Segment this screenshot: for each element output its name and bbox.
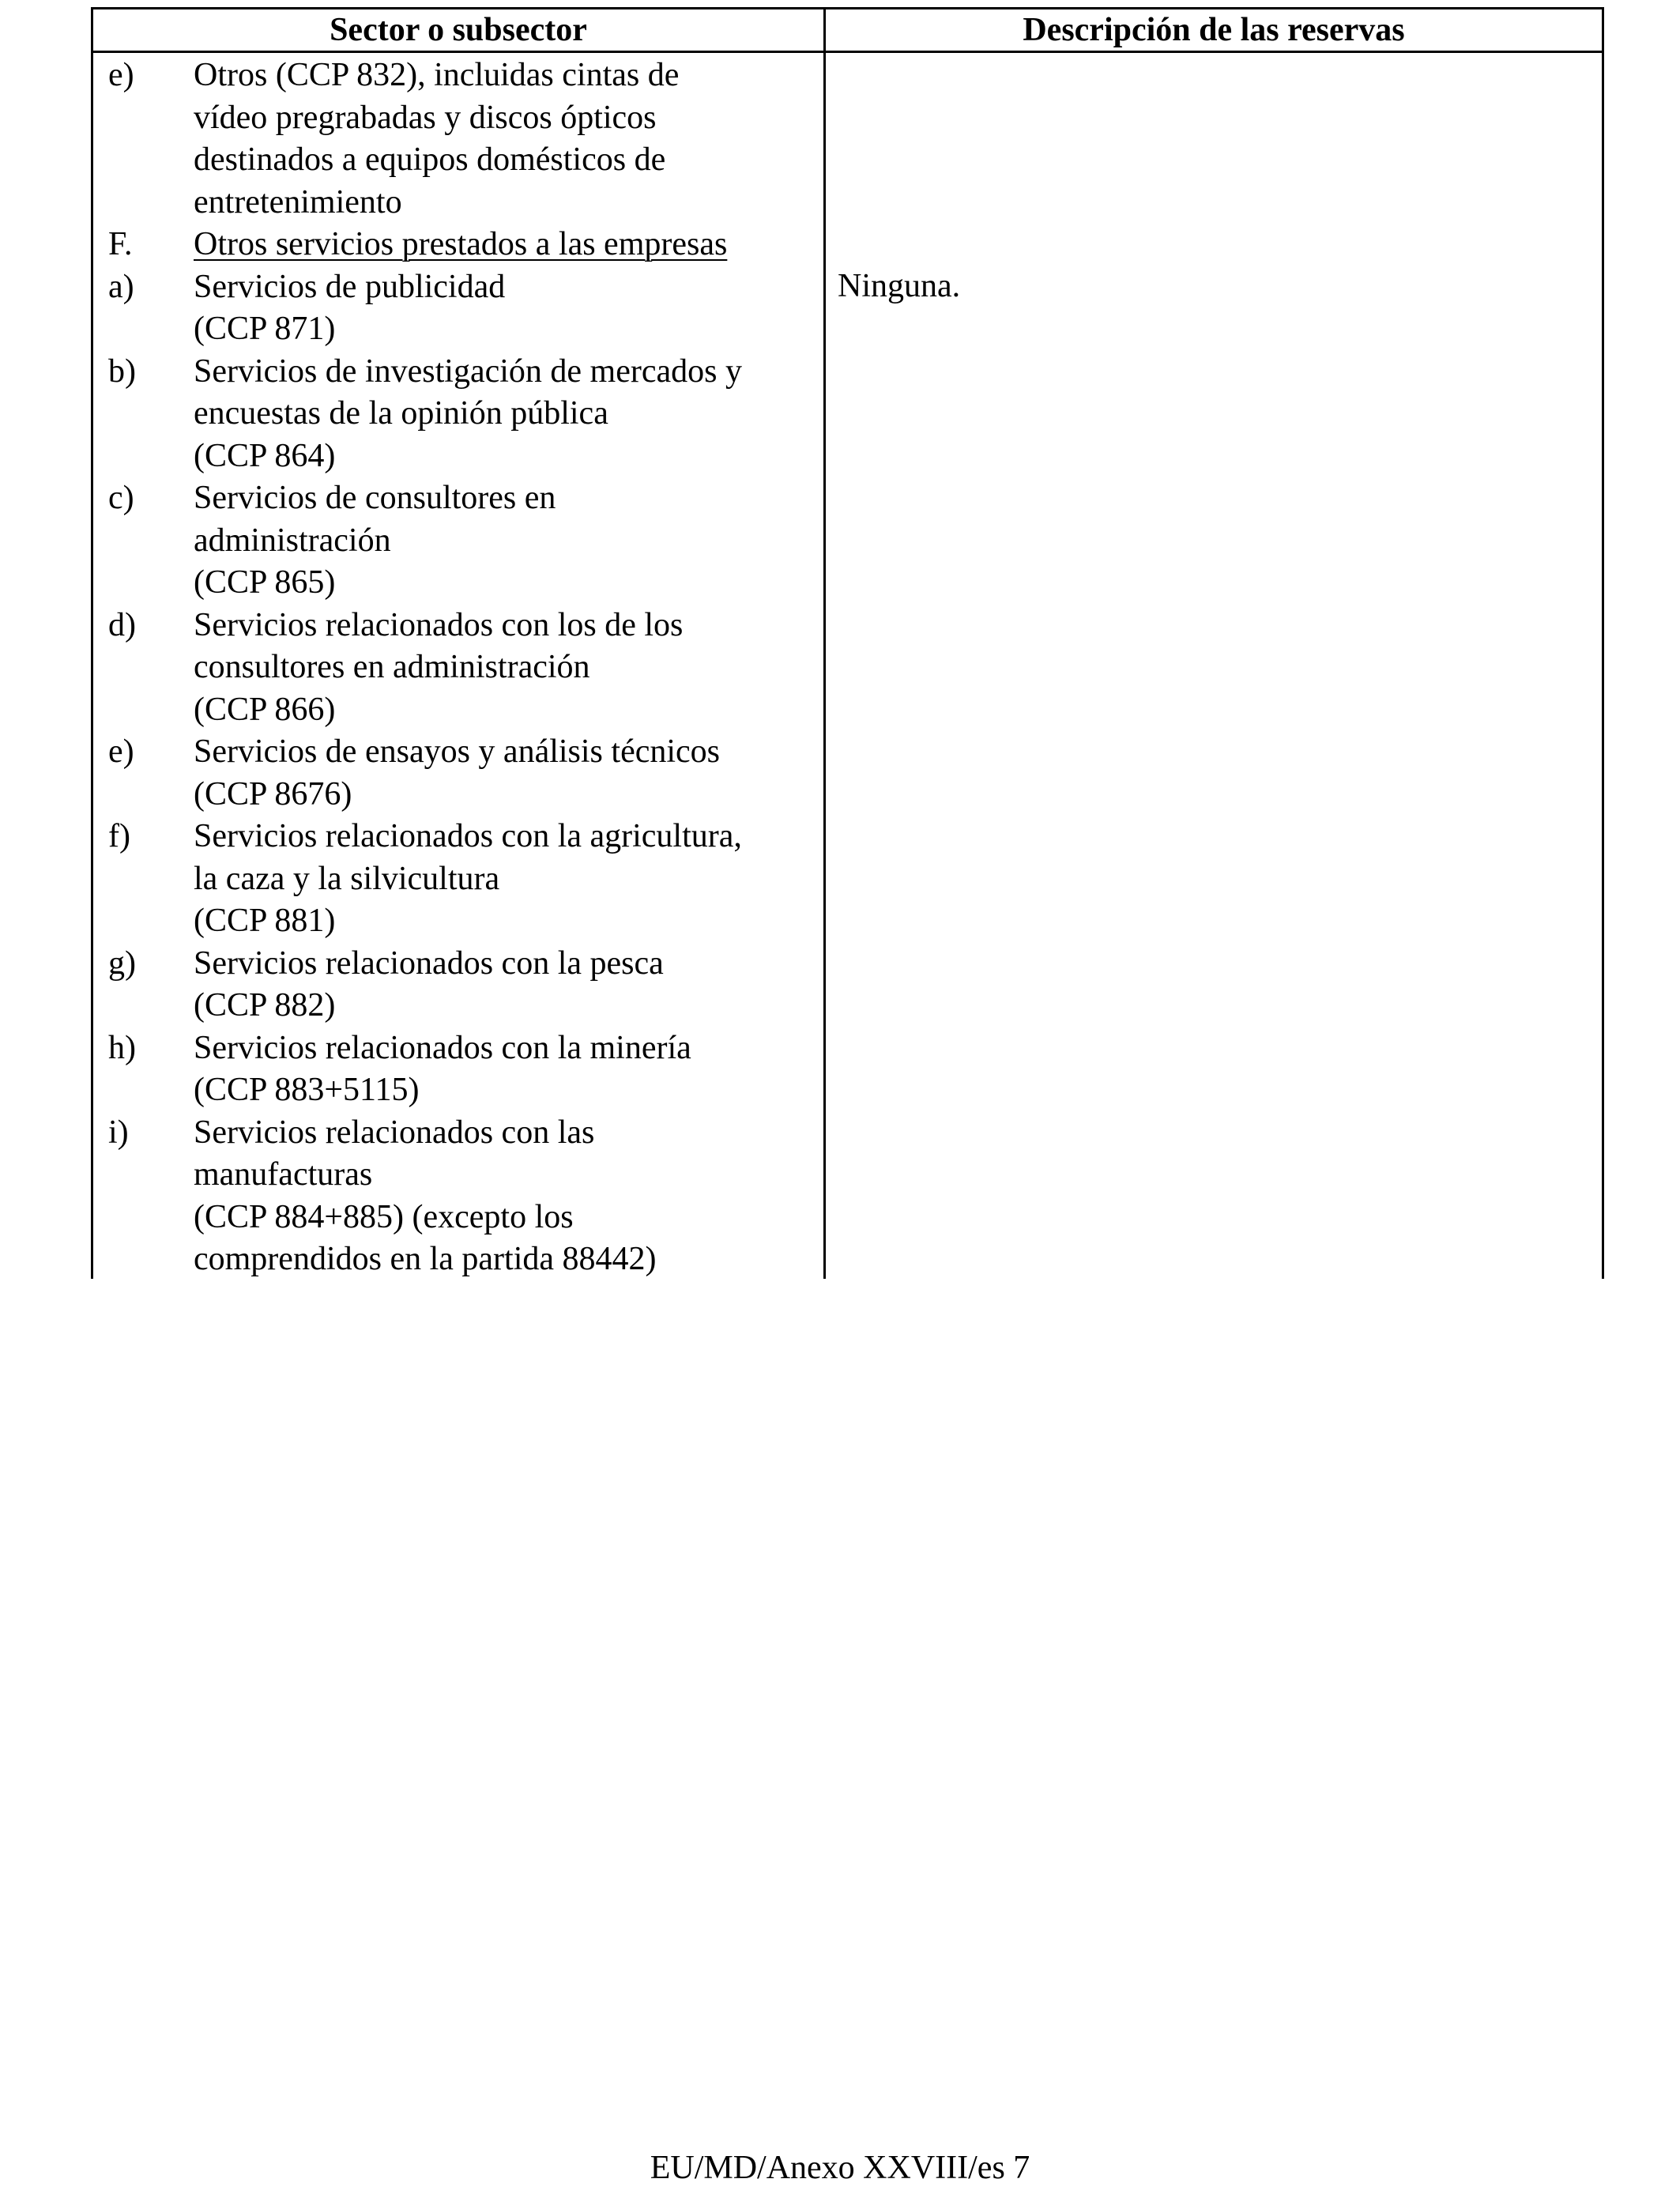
row-marker: i) — [108, 1114, 129, 1151]
row-marker: b) — [108, 352, 136, 390]
row-text-line: consultores en administración — [194, 649, 590, 685]
row-text — [194, 1027, 819, 1112]
row-text-line: administración — [194, 522, 391, 559]
row-text — [194, 943, 819, 1027]
table-row — [108, 477, 819, 605]
table-row — [108, 816, 819, 943]
row-text-line: Servicios relacionados con la minería — [194, 1029, 691, 1066]
table-row — [108, 605, 819, 732]
row-text-line: entretenimiento — [194, 183, 402, 221]
table-row — [108, 943, 819, 1027]
row-text-line: Servicios de publicidad — [194, 268, 506, 305]
row-text-line: Servicios relacionados con la agricultura, — [194, 818, 742, 854]
row-text-line: (CCP 883+5115) — [194, 1072, 420, 1108]
row-text — [194, 731, 819, 816]
underlined-heading: Otros servicios prestados a las empresas — [194, 226, 728, 262]
row-text-line: encuestas de la opinión pública — [194, 395, 608, 432]
row-text-line: (CCP 884+885) (excepto los — [194, 1198, 574, 1235]
table-row — [108, 224, 819, 266]
row-text-line: Servicios relacionados con los de los — [194, 606, 684, 643]
row-text-line: comprendidos en la partida 88442) — [194, 1241, 657, 1277]
row-text-line: (CCP 881) — [194, 903, 336, 939]
header-divider — [91, 51, 1604, 53]
row-marker: g) — [108, 944, 136, 982]
header-sector: Sector o subsector — [330, 12, 587, 48]
row-text-line: (CCP 871) — [194, 311, 336, 347]
row-text — [194, 351, 819, 478]
page-footer-reference: EU/MD/Anexo XXVIII/es 7 — [650, 2150, 1030, 2186]
table-row — [108, 55, 819, 224]
row-text-line: (CCP 865) — [194, 564, 336, 601]
row-marker: e) — [108, 57, 134, 93]
row-text — [194, 224, 819, 266]
row-text-line: Servicios de consultores en — [194, 480, 556, 516]
row-text-line: (CCP 864) — [194, 437, 336, 474]
row-text-line: (CCP 882) — [194, 987, 336, 1023]
table-row — [108, 1027, 819, 1112]
table-left-border — [91, 7, 93, 1279]
row-text-line: destinados a equipos domésticos de — [194, 141, 666, 178]
row-text — [194, 605, 819, 732]
row-text — [194, 816, 819, 943]
row-text-line — [194, 224, 819, 266]
table-right-border — [1602, 7, 1604, 1279]
row-text — [194, 55, 819, 224]
sector-list — [108, 55, 819, 1281]
row-marker: F. — [108, 226, 133, 262]
reservation-text: Ninguna. — [838, 268, 961, 304]
table-row — [108, 351, 819, 478]
table-row — [108, 1112, 819, 1281]
table-row — [108, 731, 819, 816]
row-text-line: Servicios de investigación de mercados y — [194, 352, 742, 390]
row-text-line: Servicios relacionados con la pesca — [194, 944, 664, 982]
row-text-line: vídeo pregrabadas y discos ópticos — [194, 99, 657, 136]
row-text-line: la caza y la silvicultura — [194, 860, 500, 897]
row-marker: d) — [108, 606, 136, 643]
row-text-line: manufacturas — [194, 1156, 373, 1193]
row-marker: h) — [108, 1029, 136, 1066]
row-text-line: Otros (CCP 832), incluidas cintas de — [194, 57, 680, 93]
table-row — [108, 266, 819, 351]
header-description: Descripción de las reservas — [1023, 12, 1405, 48]
row-marker: f) — [108, 818, 130, 854]
row-marker: c) — [108, 480, 134, 516]
reservations-table — [91, 7, 1604, 1279]
row-text-line: (CCP 866) — [194, 691, 336, 728]
row-text-line: Servicios de ensayos y análisis técnicos — [194, 733, 721, 770]
row-text — [194, 1112, 819, 1281]
row-marker: e) — [108, 733, 134, 770]
row-text-line: (CCP 8676) — [194, 775, 352, 812]
row-text — [194, 266, 819, 351]
row-text-line: Servicios relacionados con las — [194, 1114, 595, 1151]
row-text — [194, 477, 819, 605]
row-marker: a) — [108, 268, 134, 305]
column-divider — [823, 7, 826, 1279]
